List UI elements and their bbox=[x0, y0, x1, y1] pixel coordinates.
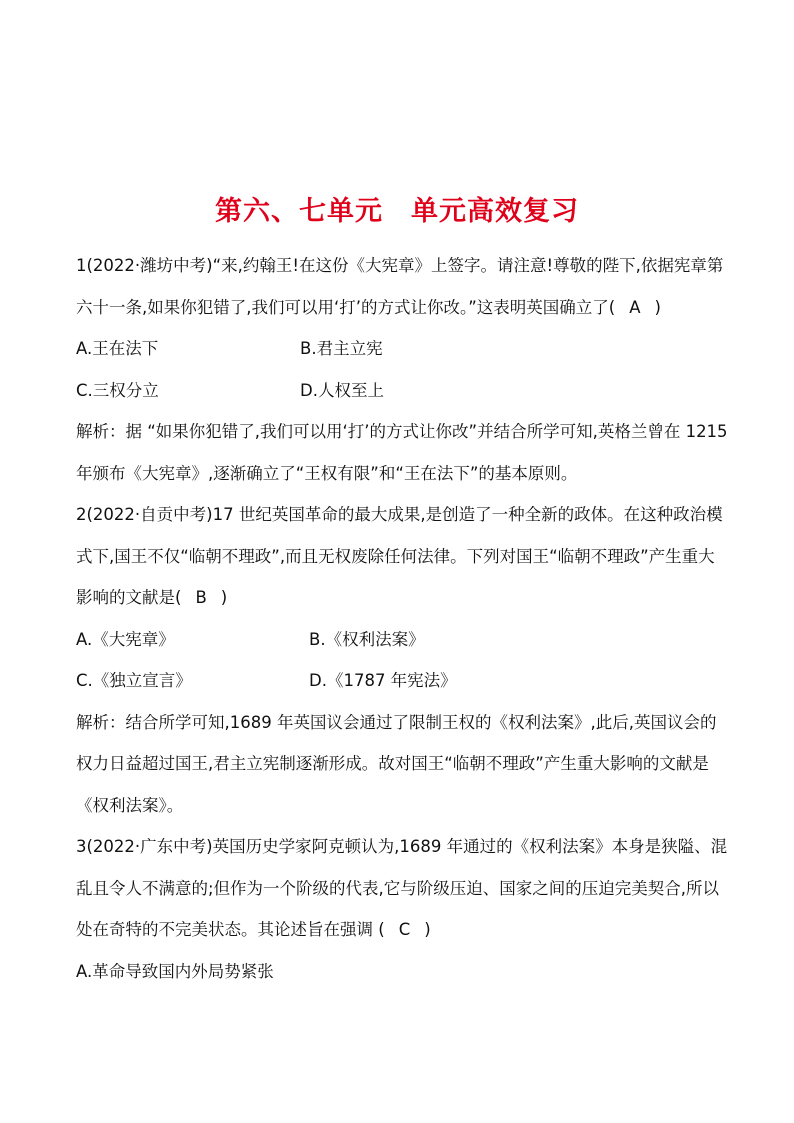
question-2-stem: 2(2022·自贡中考)17 世纪英国革命的最大成果,是创造了一种全新的政体。在这种政治模式下,国王不仅“临朝不理政”,而且无权废除任何法律。下列对国王“临朝不理政”产生重大影响的文献是( B ) bbox=[76, 494, 728, 619]
option-b: B.君主立宪 bbox=[300, 339, 383, 358]
question-2-answer: B bbox=[195, 588, 207, 607]
question-3-option-a: A.革命导致国内外局势紧张 bbox=[76, 961, 274, 981]
title-part-1: 第六、七单元 bbox=[215, 196, 383, 227]
question-1-options-row-2 bbox=[76, 370, 728, 412]
page-title bbox=[0, 192, 794, 232]
question-1-analysis: 解析：据 “如果你犯错了,我们可以用‘打’的方式让你改”并结合所学可知,英格兰曾在 1215 年颁布《大宪章》,逐渐确立了“王权有限”和“王在法下”的基本原则。 bbox=[76, 422, 728, 483]
question-1-stem: 1(2022·潍坊中考)“来,约翰王!在这份《大宪章》上签字。请注意!尊敬的陛下,依据宪章第六十一条,如果你犯错了,我们可以用‘打’的方式让你改。”这表明英国确立了( A ) bbox=[76, 245, 728, 328]
option-c: C.三权分立 bbox=[76, 380, 159, 400]
question-2-options-row-2 bbox=[76, 660, 728, 702]
question-2-analysis: 解析：结合所学可知,1689 年英国议会通过了限制王权的《权利法案》,此后,英国议会的权力日益超过国王,君主立宪制逐渐形成。故对国王“临朝不理政”产生重大影响的文献是《权利法案》。 bbox=[76, 712, 717, 815]
title-part-2: 单元高效复习 bbox=[411, 196, 579, 227]
option-d: D.《1787 年宪法》 bbox=[309, 671, 457, 690]
question-3-stem: 3(2022·广东中考)英国历史学家阿克顿认为,1689 年通过的《权利法案》本身是狭隘、混乱且令人不满意的;但作为一个阶级的代表,它与阶级压迫、国家之间的压迫完美契合,所以处在奇特的不完美状态。其论述旨在强调 ( C ) bbox=[76, 826, 728, 951]
option-b: B.《权利法案》 bbox=[309, 629, 425, 649]
option-d: D.人权至上 bbox=[300, 380, 384, 400]
option-c: C.《独立宣言》 bbox=[76, 671, 192, 690]
question-2-options-row-1 bbox=[76, 619, 728, 661]
question-1-answer: A bbox=[629, 297, 641, 317]
document-body bbox=[76, 245, 728, 992]
option-a: A.《大宪章》 bbox=[76, 629, 175, 649]
option-a: A.王在法下 bbox=[76, 339, 159, 358]
question-3-answer: C bbox=[398, 920, 411, 939]
question-1-options-row-1 bbox=[76, 328, 728, 370]
